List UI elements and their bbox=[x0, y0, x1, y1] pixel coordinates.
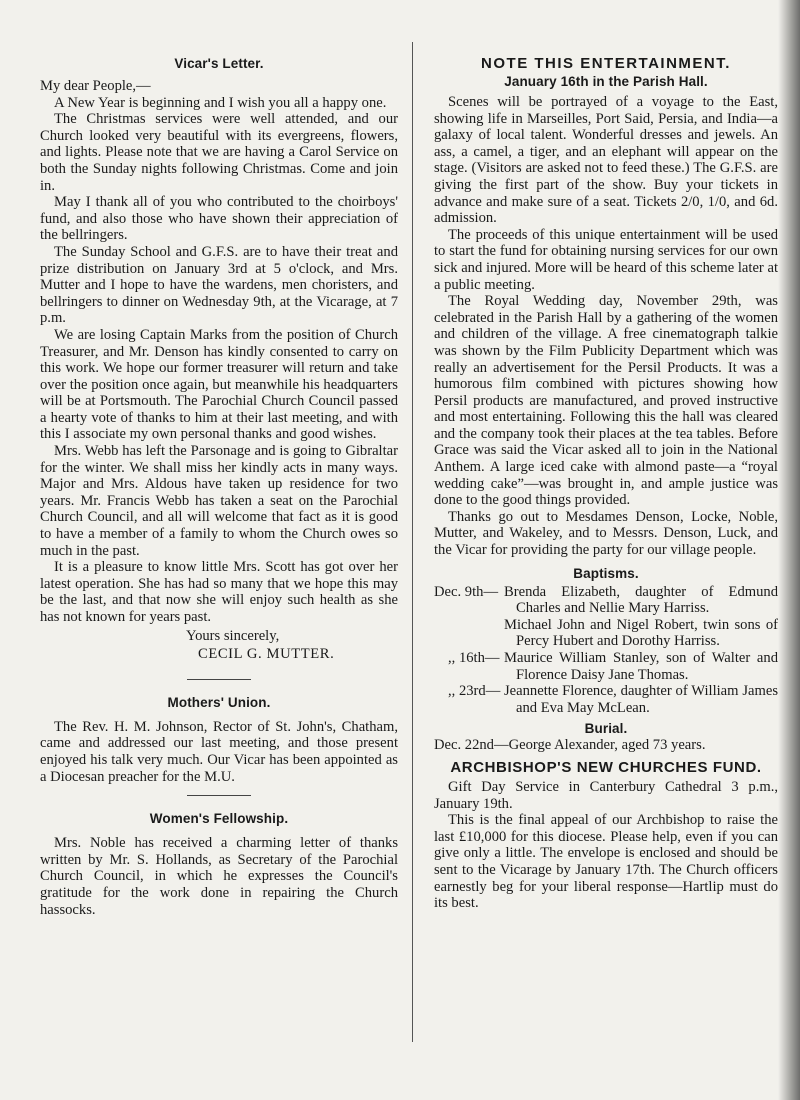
baptism-date: ,, 23rd— bbox=[448, 683, 501, 700]
left-column bbox=[40, 0, 398, 918]
letter-signoff: Yours sincerely, bbox=[186, 627, 280, 644]
baptism-date: ,, 16th— bbox=[448, 650, 500, 666]
archbishops-fund-paragraph: This is the final appeal of our Archbishop to raise the last £10,000 for this diocese. Please help, even if you can give only a little. The envelope is enclosed and should be sent to the Vicarage by January 17th. The Church officers earnestly beg for your liberal response—Hartlip must do its best. bbox=[434, 812, 778, 912]
mothers-union-heading: Mothers' Union. bbox=[167, 694, 271, 710]
section-divider bbox=[187, 795, 251, 796]
letter-paragraph: It is a pleasure to know little Mrs. Scott has got over her latest operation. She has had so many that we hope this may be the last, and that now she will enjoy such health as she has not known for years past. bbox=[40, 559, 398, 625]
baptism-date bbox=[434, 617, 504, 650]
burial-text: Dec. 22nd—George Alexander, aged 73 years. bbox=[434, 737, 706, 754]
baptism-entry bbox=[434, 650, 778, 683]
baptism-text: Maurice William Stanley, son of Walter and Florence Daisy Jane Thomas. bbox=[504, 650, 778, 683]
letter-paragraph: A New Year is beginning and I wish you all a happy one. bbox=[54, 94, 387, 111]
baptism-entry bbox=[434, 617, 778, 650]
entertainment-paragraph: The Royal Wedding day, November 29th, was celebrated in the Parish Hall by a gathering of the women and children of the village. A free cinematograph talkie was shown by the Film Publicity Department which was really an advertisement for the Persil Products. It was a humorous film combined with pictures showing how Persil products are manufactured, and proved instructive and most entertaining. Following this the hall was cleared and the company took their places at the tea tables. Before Grace was said the Vicar asked all to join in the National Anthem. A large iced cake with almond paste—a “royal wedding cake”—was brought in, and ample justice was done to the good things provided. bbox=[434, 293, 778, 509]
entertainment-paragraph: Thanks go out to Mesdames Denson, Locke, Noble, Mutter, and Wakeley, and to Messrs. Denson, Luck, and the Vicar for providing the party for our village people. bbox=[434, 508, 778, 559]
baptism-entry bbox=[434, 683, 778, 716]
section-divider bbox=[187, 679, 251, 680]
baptism-date: Dec. 9th— bbox=[434, 583, 499, 600]
womens-fellowship-text: Mrs. Noble has received a charming letter of thanks written by Mr. S. Hollands, as Secretary of the Parochial Church Council, in which he expresses the Council's gratitude for the work done in repairing the Church hassocks. bbox=[40, 835, 398, 918]
womens-fellowship-heading: Women's Fellowship. bbox=[149, 811, 289, 827]
mothers-union-text: The Rev. H. M. Johnson, Rector of St. John's, Chatham, came and addressed our last meeting, and those present enjoyed his talk very much. Our Vicar has been appointed as a Diocesan preacher for the M.U. bbox=[40, 718, 398, 785]
entertainment-heading: NOTE THIS ENTERTAINMENT. bbox=[481, 55, 731, 72]
letter-paragraph: The Christmas services were well attended, and our Church looked very beautiful with its evergreens, flowers, and lights. Please note that we are having a Carol Service on both the Sunday nights following Christmas. Come and join in. bbox=[40, 111, 398, 194]
column-divider bbox=[412, 42, 413, 1042]
letter-paragraph: The Sunday School and G.F.S. are to have their treat and prize distribution on January 3rd at 5 o'clock, and Mrs. Mutter and I hope to have the wardens, men choristers, and bellringers to dinner on Wednesday 9th, at the Vicarage, at 7 p.m. bbox=[40, 243, 398, 327]
letter-paragraph: Mrs. Webb has left the Parsonage and is going to Gibraltar for the winter. We shall miss her kindly acts in many ways. Major and Mrs. Aldous have taken up residence for two years. Mr. Francis Webb has taken a seat on the Parochial Church Council, and all will welcome that fact as it is good to have a member of a family to whom the Church owes so much in the past. bbox=[40, 443, 398, 559]
archbishops-fund-heading: ARCHBISHOP'S NEW CHURCHES FUND. bbox=[450, 758, 762, 776]
letter-signature: CECIL G. MUTTER. bbox=[198, 646, 335, 663]
entertainment-paragraph: The proceeds of this unique entertainment will be used to start the fund for obtaining nursing services for our own sick and injured. More will be heard of this scheme later at a public meeting. bbox=[434, 226, 778, 293]
letter-paragraph: We are losing Captain Marks from the position of Church Treasurer, and Mr. Denson has kindly consented to carry on this work. We hope our former treasurer will return and take over the position once again, but meanwhile his headquarters will be at Portsmouth. The Parochial Church Council passed a hearty vote of thanks to him at their last meeting, and with this I associate my own personal thanks and good wishes. bbox=[40, 326, 398, 443]
baptism-entry bbox=[434, 584, 778, 617]
baptisms-heading: Baptisms. bbox=[573, 565, 639, 581]
right-column bbox=[434, 0, 778, 912]
letter-paragraph: May I thank all of you who contributed to the choirboys' fund, and also those who have shown their appreciation of the bellringers. bbox=[40, 194, 398, 244]
baptism-text: Jeannette Florence, daughter of William James and Eva May McLean. bbox=[504, 683, 778, 716]
archbishops-fund-paragraph: Gift Day Service in Canterbury Cathedral 3 p.m., January 19th. bbox=[434, 778, 778, 812]
page-edge-shadow bbox=[778, 0, 800, 1100]
burial-heading: Burial. bbox=[584, 721, 628, 737]
entertainment-subheading: January 16th in the Parish Hall. bbox=[504, 74, 708, 89]
entertainment-paragraph: Scenes will be portrayed of a voyage to the East, showing life in Marseilles, Port Said, Persia, and India—a galaxy of local talent. Wonderful dresses and jewels. An ass, a camel, a tiger, and an elephant will appear on the stage. (Visitors are asked not to feed these.) The G.F.S. are giving the first part of the show. Buy your tickets in advance and make sure of a seat. Tickets 2/0, 1/0, and 6d. admission. bbox=[434, 94, 778, 227]
baptism-text: Brenda Elizabeth, daughter of Edmund Charles and Nellie Mary Harriss. bbox=[504, 583, 778, 617]
letter-greeting: My dear People,— bbox=[40, 78, 151, 94]
baptism-text: Michael John and Nigel Robert, twin sons of Percy Hubert and Dorothy Harriss. bbox=[504, 616, 778, 650]
vicars-letter-heading: Vicar's Letter. bbox=[174, 56, 264, 71]
